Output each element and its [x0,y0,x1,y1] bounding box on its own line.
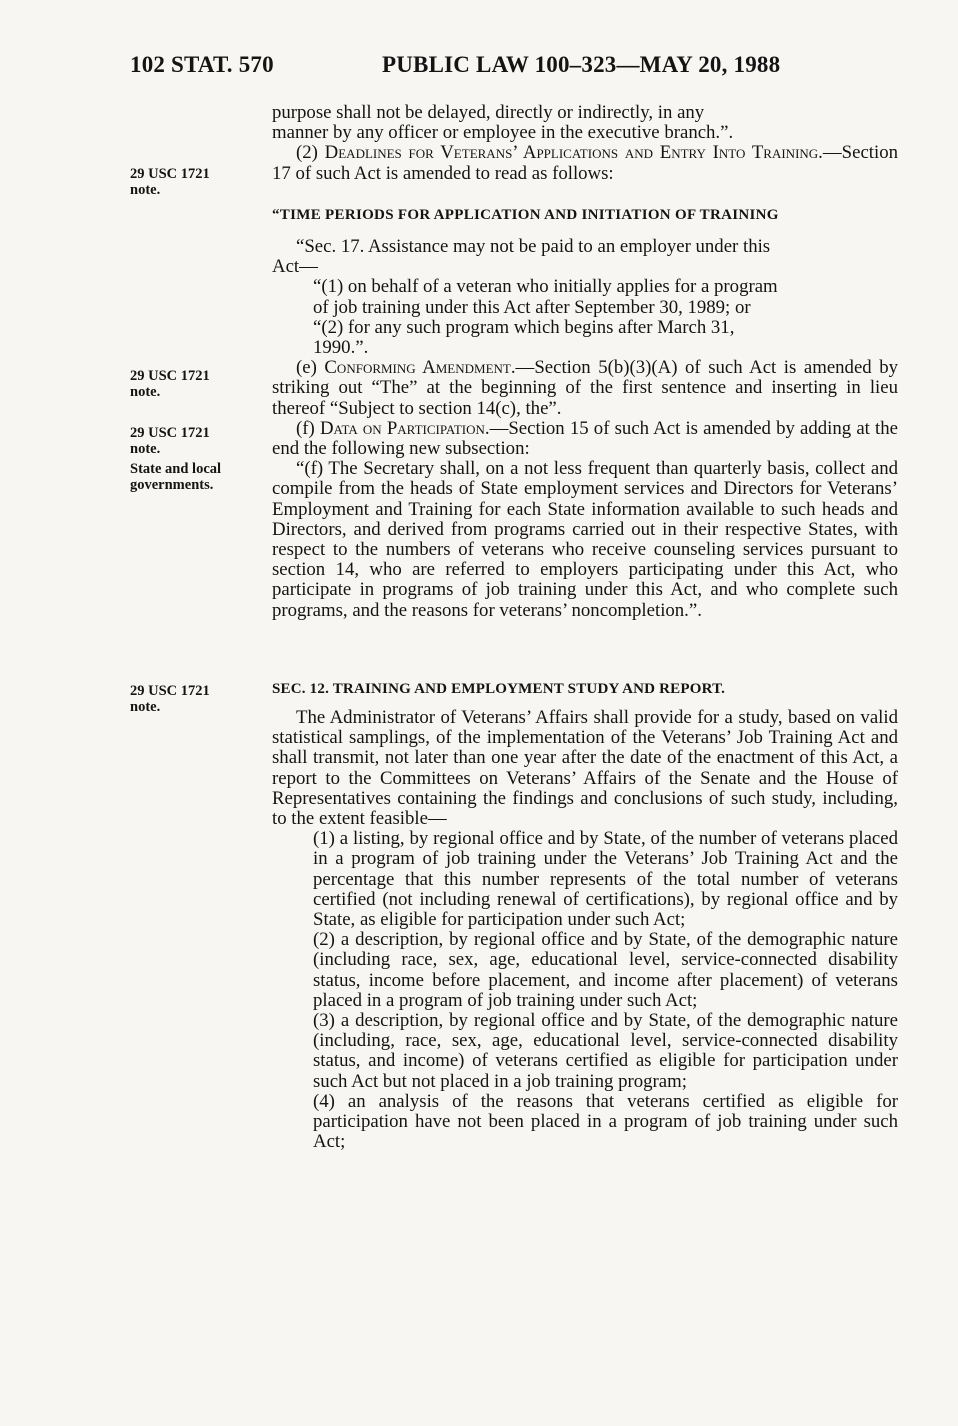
text-line: of job training under this Act after September 30, 1989; or [313,296,751,318]
public-law-title: PUBLIC LAW 100–323—MAY 20, 1988 [382,52,781,77]
subsection-heading: Deadlines for Veterans’ Applications and Entry Into Training. [324,142,823,164]
margin-note: note. [130,699,161,715]
subsection-heading: Conforming Amendment. [324,357,516,379]
quoted-subsection-f: “(f) The Secretary shall, on a not less frequent than quarterly basis, collect and compile from the heads of State employment services and Directors for Veterans’ Employment and Training for each State information available to such heads and Directors, and derived from programs carried out in their respective States, with respect to the numbers of veterans who receive counseling services pursuant to section 14, who are referred to employers participating under this Act, who participate in programs of job training under this Act, and who complete such programs, and the reasons for veterans’ noncompletion.”. [272,458,898,621]
subsection-text: —Section 17 of such Act is amended to read as follows: [272,142,898,184]
section-12-heading-block [272,679,898,699]
text-line: purpose shall not be delayed, directly or indirectly, in any [272,102,705,123]
list-item-1: (1) a listing, by regional office and by State, of the number of veterans placed in a program of job training under the Veterans’ Job Training Act and the percentage that this number represents of the total number of veterans certified (not including renewal of certifications), by regional office and by State, as eligible for participation under such Act; [313,828,898,931]
margin-note-3 [130,425,265,457]
margin-note-state-local [130,461,265,493]
margin-note-2 [130,368,265,400]
margin-note: note. [130,182,161,198]
section-12-body: The Administrator of Veterans’ Affairs shall provide for a study, based on valid statistical samplings, of the implementation of the Veterans’ Job Training Act and shall transmit, not later than one year after the date of the enactment of this Act, a report to the Committees on Veterans’ Affairs of the Senate and the House of Representatives containing the findings and conclusions of such study, including, to the extent feasible— [272,707,898,830]
text-line: “(2) for any such program which begins after March 31, [313,316,735,338]
margin-cite: 29 USC 1721 [130,368,210,384]
list-item-2: (2) a description, by regional office and by State, of the demographic nature (including race, sex, age, educational level, service-connected disability status, income before placement, and income after placement) of veterans placed in a program of job training under such Act; [313,929,898,1011]
section-heading: “TIME PERIODS FOR APPLICATION AND INITIATION OF TRAINING [272,207,779,223]
time-periods-heading-block [272,205,898,225]
list-item-3: (3) a description, by regional office and by State, of the demographic nature (including, race, sex, age, educational level, service-connected disability status, and income) of veterans certified as eligible for participation under such Act but not placed in a job training program; [313,1010,898,1092]
margin-note: note. [130,384,161,400]
text-line: Act— [272,256,318,278]
text-line: manner by any officer or employee in the executive branch.”. [272,122,734,144]
stat-page-number: 102 STAT. 570 [130,52,274,77]
margin-note: note. [130,441,161,457]
margin-cite: 29 USC 1721 [130,425,210,441]
subsection-heading: Data on Participation. [319,417,490,439]
subsection-e-paragraph [272,358,898,419]
margin-note-1 [130,166,265,198]
subsection-f-paragraph [272,419,898,459]
subsection-text: —Section 15 of such Act is amended by adding at the end the following new subsection: [272,417,899,460]
text-line: 1990.”. [313,337,369,359]
subsection-d-paragraph [272,143,898,183]
section-12-block [272,708,898,1152]
margin-note-5 [130,683,265,715]
subsection-number: (2) [296,142,318,164]
section-heading: SEC. 12. TRAINING AND EMPLOYMENT STUDY AND REPORT. [272,681,726,697]
subsection-text: —Section 5(b)(3)(A) of such Act is amended by striking out “The” at the beginning of the first sentence and inserting in lieu thereof “Subject to section 14(c), the”. [272,357,898,419]
margin-label: State and local [130,461,222,477]
continuation-paragraph [272,103,898,184]
margin-label: governments. [130,477,214,493]
margin-cite: 29 USC 1721 [130,166,210,182]
section-17-block [272,237,898,621]
subsection-number: (f) [296,417,315,439]
text-line: “Sec. 17. Assistance may not be paid to an employer under this [296,236,771,257]
list-item-4: (4) an analysis of the reasons that veterans certified as eligible for participation have not been placed in a program of job training under such Act; [313,1090,898,1153]
subsection-number: (e) [296,357,317,379]
text-line: “(1) on behalf of a veteran who initially applies for a program [313,276,778,298]
margin-cite: 29 USC 1721 [130,683,210,699]
